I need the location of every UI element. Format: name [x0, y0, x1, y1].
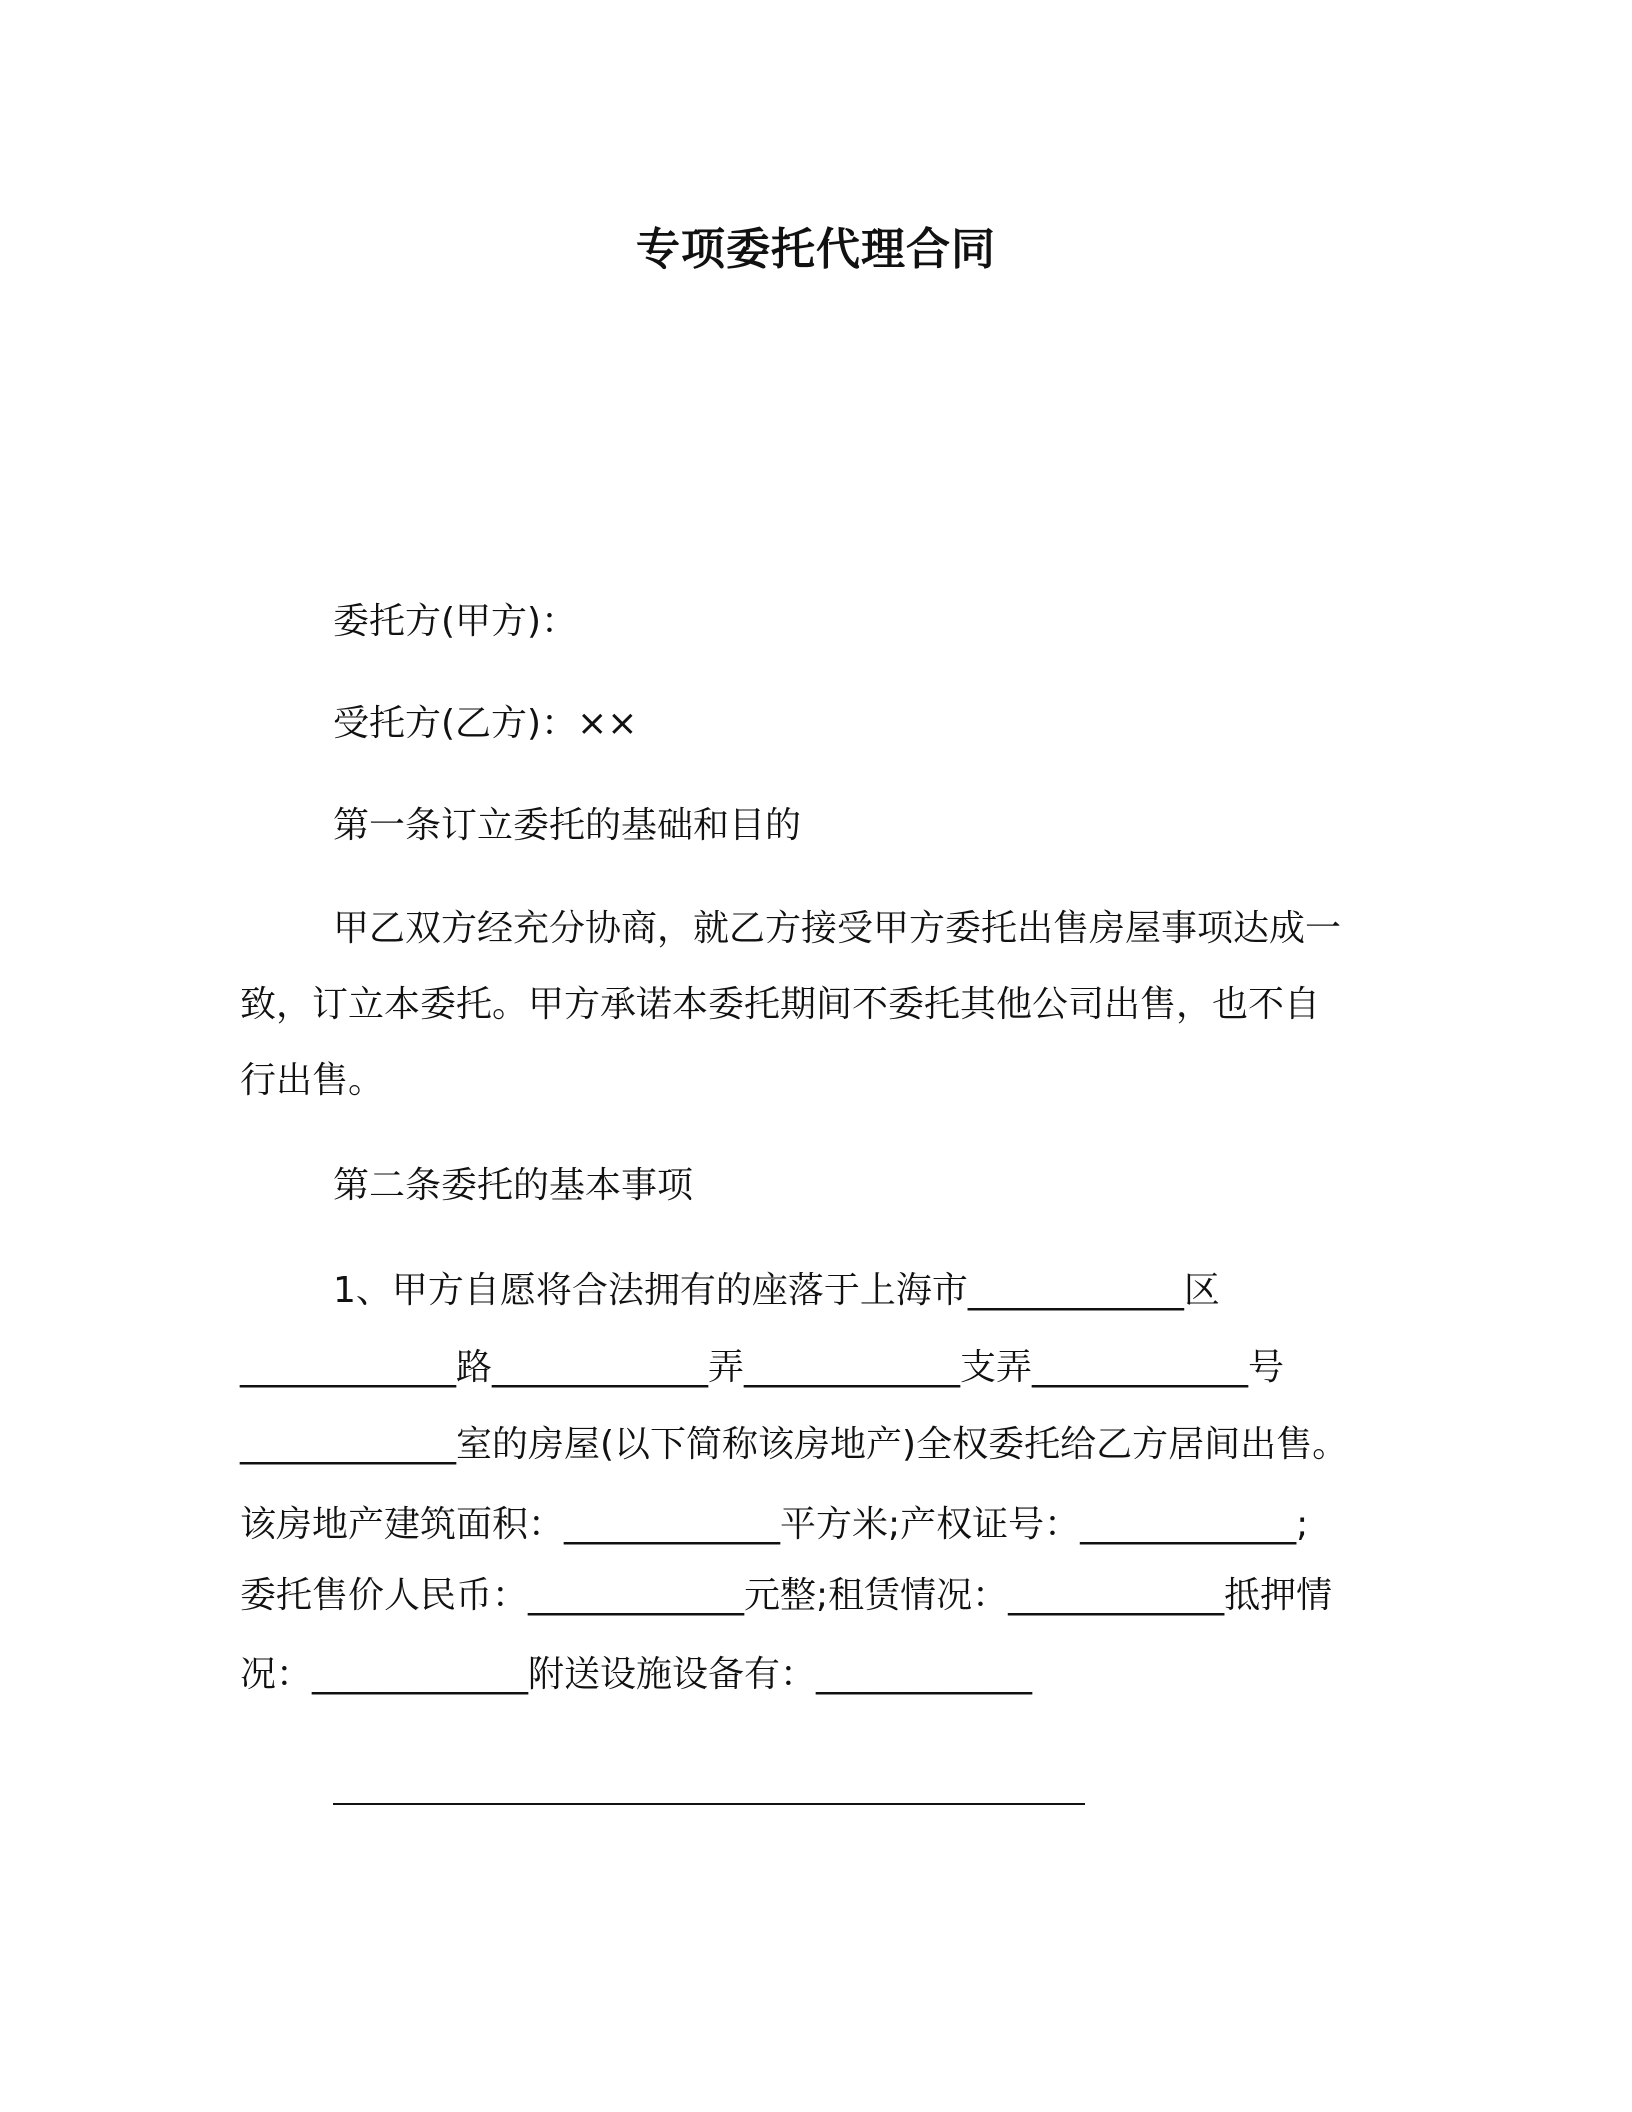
agent-party-line: 受托方(乙方)：××: [333, 703, 638, 744]
article-one-text-3: 行出售。: [240, 1060, 385, 1101]
article-two-item-1-b: ____________路____________弄____________支弄____________号: [240, 1347, 1284, 1388]
article-two-item-1-e: 委托售价人民币：____________元整;租赁情况：____________抵押情: [240, 1575, 1333, 1616]
article-one-text-1: 甲乙双方经充分协商，就乙方接受甲方委托出售房屋事项达成一: [333, 908, 1342, 949]
article-two-item-1-a: 1、甲方自愿将合法拥有的座落于上海市____________区: [333, 1270, 1220, 1311]
article-one-text-2: 致，订立本委托。甲方承诺本委托期间不委托其他公司出售，也不自: [240, 984, 1321, 1025]
article-two-item-1-d: 该房地产建筑面积：____________平方米;产权证号：____________;: [240, 1504, 1309, 1545]
article-two-item-1-f: 况：____________附送设施设备有：____________: [240, 1654, 1033, 1695]
client-party-line: 委托方(甲方)：: [333, 601, 578, 642]
document-title: 专项委托代理合同: [636, 224, 996, 275]
article-one-heading: 第一条订立委托的基础和目的: [333, 805, 802, 846]
article-two-heading: 第二条委托的基本事项: [333, 1165, 694, 1206]
article-two-item-1-c: ____________室的房屋(以下简称该房地产)全权委托给乙方居间出售。: [240, 1424, 1349, 1465]
blank-underline: [333, 1803, 1085, 1805]
